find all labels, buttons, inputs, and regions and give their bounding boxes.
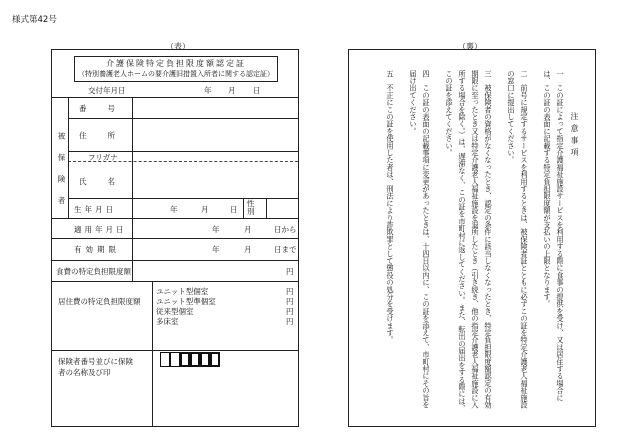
birth-month-unit: 月 — [201, 205, 209, 214]
insured-label: 被保険者 — [57, 132, 66, 218]
number-label: 番 号 — [79, 104, 117, 113]
front-panel — [51, 49, 299, 427]
housing-yen-4: 円 — [286, 317, 294, 326]
housing-cost-label: 居住費の特定負担限度額 — [58, 297, 141, 306]
housing-item-conventional-private: 従来型個室 — [156, 307, 194, 316]
expiry-month-unit: 月 — [244, 245, 252, 254]
insurer-number-box-4 — [190, 352, 200, 367]
valid-from-year-unit: 年 — [212, 225, 220, 234]
food-cost-label: 食費の特定負担限度額 — [56, 267, 131, 276]
back-panel — [348, 49, 596, 427]
issue-date-label: 交付年月日 — [88, 86, 126, 95]
expiry-year-unit: 年 — [212, 245, 220, 254]
note-1: 一 この証によって指定介護福祉施設サービスを利用する際に食事の提供を受け、又は居住する場合には、この証の表面に記載する特定負担限度額が支払いの上限となります。 — [543, 70, 565, 402]
valid-from-day-unit: 日から — [274, 225, 297, 234]
housing-item-unit-private: ユニット型個室 — [156, 287, 209, 296]
insurer-label: 保険者番号並びに保険者の名称及び印 — [58, 357, 133, 377]
insurer-number-box-3 — [180, 352, 190, 367]
issue-date-day-unit: 日 — [253, 86, 261, 95]
birth-date-label: 生年月日 — [74, 205, 116, 214]
valid-from-label: 適用年月日 — [74, 225, 127, 234]
title-sub: （特別養護老人ホームの要介護旧措置入所者に関する認定証） — [78, 70, 274, 78]
housing-item-multi-bed: 多床室 — [156, 317, 179, 326]
expiry-label: 有効期限 — [74, 245, 120, 254]
housing-yen-1: 円 — [286, 287, 294, 296]
food-cost-yen: 円 — [286, 267, 294, 276]
note-5: 五 不正にこの証を使用した者は、刑法により詐欺罪として懲役の処分を受けます。 — [386, 70, 395, 344]
birth-year-unit: 年 — [170, 205, 178, 214]
note-3: 三 被保険者の資格がなくなったとき、認定の条件に該当しなくなったとき、特定負担限度額認定の有効期限に至ったとき又は特定介護老人福祉施設を退所したとき（引き続き、他の指定介護老人福祉施設に入所する場合を除く。）は、遅滞なく、この証を市町村に返してください。また、転出の届出をする際には、この証を添えてください。 — [445, 70, 493, 412]
note-4: 四 この証の表面の記載事項に変更があったときは、十四日以内に、この証を添えて、市町村にその旨を届け出てください。 — [409, 70, 431, 409]
valid-from-month-unit: 月 — [244, 225, 252, 234]
housing-yen-2: 円 — [286, 297, 294, 306]
birth-day-unit: 日 — [230, 205, 238, 214]
furigana-label: フリガナ — [88, 153, 118, 162]
certificate-title — [74, 56, 278, 82]
sex-label: 性別 — [247, 199, 255, 216]
insurer-number-box-1 — [160, 352, 170, 367]
form-number: 様式第42号 — [12, 15, 57, 25]
front-side-label: （表） — [166, 42, 190, 51]
housing-yen-3: 円 — [286, 307, 294, 316]
expiry-day-unit: 日まで — [274, 245, 297, 254]
name-label: 氏 名 — [79, 177, 117, 186]
address-label: 住 所 — [79, 131, 117, 140]
title-main: 介護保険特定負担限度額認定証 — [106, 59, 246, 68]
insurer-number-box-2 — [170, 352, 180, 367]
housing-item-unit-semi-private: ユニット型準個室 — [156, 297, 216, 306]
insurer-number-box-5 — [200, 352, 210, 367]
back-side-label: （裏） — [458, 42, 482, 51]
issue-date-year-unit: 年 — [204, 86, 212, 95]
issue-date-month-unit: 月 — [228, 86, 236, 95]
insurer-number-box-6 — [210, 352, 220, 367]
notes-title: 注意事項 — [570, 112, 579, 160]
note-2: 二 前号に規定するサービスを利用するときは、被保険者証とともに必ずこの証を特定介護老人福祉施設の窓口に提出してください。 — [507, 70, 529, 409]
